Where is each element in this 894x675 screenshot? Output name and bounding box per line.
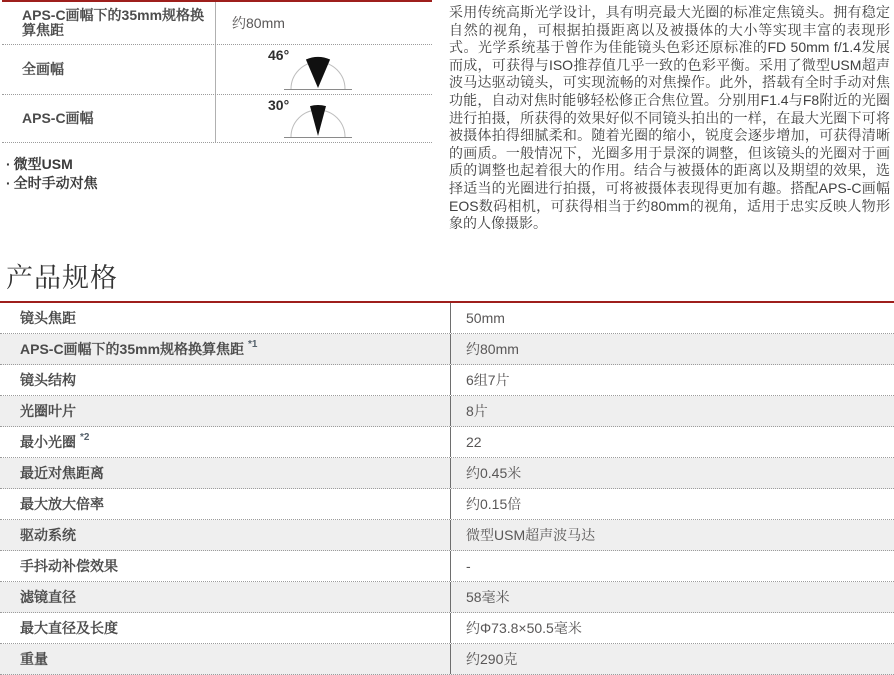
feature-item (6, 155, 432, 174)
row-label: APS-C画幅 (2, 95, 216, 142)
spec-label-text: 镜头焦距 (20, 309, 76, 326)
spec-row-label (0, 613, 451, 643)
spec-row-label (0, 520, 451, 550)
footnote-reference: *1 (248, 339, 258, 351)
spec-table-row (0, 303, 894, 334)
spec-row-value: 约290克 (466, 650, 518, 667)
spec-row-label (0, 303, 451, 333)
table-row (2, 2, 432, 45)
spec-row-value: 8片 (466, 402, 488, 419)
row-label: APS-C画幅下的35mm规格换算焦距 (2, 2, 216, 44)
spec-label-text: 最大直径及长度 (20, 619, 118, 636)
row-value (216, 45, 432, 94)
spec-table-row (0, 365, 894, 396)
spec-row-value: 22 (466, 433, 482, 450)
aps-c-angle-diagram (268, 96, 368, 144)
spec-table-row (0, 489, 894, 520)
spec-row-label (0, 551, 451, 581)
spec-label-text: 手抖动补偿效果 (20, 557, 118, 574)
spec-label-text: 最小光圈 (20, 433, 76, 450)
spec-row-value: 58毫米 (466, 588, 510, 605)
bullet-icon: · (6, 175, 11, 191)
spec-table-row (0, 334, 894, 365)
table-row (2, 45, 432, 95)
spec-row-label (0, 427, 451, 457)
feature-label: 全时手动对焦 (13, 175, 98, 191)
spec-row-value: 约0.45米 (466, 464, 522, 481)
product-description: 采用传统高斯光学设计，具有明亮最大光圈的标准定焦镜头。拥有稳定自然的视角，可根据拍摄距离以及被摄体的大小等实现丰富的表现形式。光学系统基于曾作为佳能镜头色彩还原标准的FD 50mm f/1.4发展而成，可获得与ISO推荐值几乎一致的色彩平衡。采用了微型USM超声波马达驱动镜头，可实现流畅的对焦操作。此外，搭载有全时手动对焦功能，自动对焦时能够轻松修正合焦位置。分别用F1.4与F8附近的光圈进行拍摄，所获得的效果好似不同镜头拍出的一样，在最大光圈下可将被摄体拍得细腻柔和。随着光圈的缩小，锐度会逐步增加，可获得清晰的画质。一般情况下，光圈多用于景深的调整，但该镜头的光圈对于画质的调整也起着很大的作用。结合与被摄体的距离以及期望的效果，选择适当的光圈进行拍摄，可将被摄体表现得更加有趣。搭配APS-C画幅EOS数码相机，可获得相当于约80mm的视角，适用于忠实反映人物形象的人像摄影。 (449, 4, 890, 232)
spec-table-row (0, 520, 894, 551)
spec-table-row (0, 644, 894, 675)
spec-label-text: 光圈叶片 (20, 402, 76, 419)
spec-row-value: 约0.15倍 (466, 495, 522, 512)
spec-label-text: 最大放大倍率 (20, 495, 104, 512)
spec-row-value: 约Φ73.8×50.5毫米 (466, 619, 582, 636)
spec-row-label (0, 396, 451, 426)
full-frame-angle-diagram (268, 46, 368, 96)
spec-row-label (0, 365, 451, 395)
spec-row-value: 50mm (466, 309, 505, 326)
angle-value-label: 30° (268, 97, 290, 113)
spec-row-label (0, 489, 451, 519)
spec-label-text: 驱动系统 (20, 526, 76, 543)
page-title: 产品规格 (6, 262, 118, 293)
spec-row-value: 微型USM超声波马达 (466, 526, 596, 543)
spec-row-label (0, 582, 451, 612)
intro-section (0, 0, 894, 233)
spec-table-row (0, 458, 894, 489)
spec-table-row (0, 396, 894, 427)
spec-label-text: 滤镜直径 (20, 588, 76, 605)
row-value: 约80mm (232, 15, 285, 31)
spec-row-value: 约80mm (466, 340, 519, 357)
feature-list (2, 155, 432, 193)
angle-fan-icon (268, 92, 368, 142)
feature-label: 微型USM (13, 156, 73, 172)
angle-fan-icon (268, 44, 368, 94)
angle-value-label: 46° (268, 47, 290, 63)
spec-row-value: 6组7片 (466, 371, 510, 388)
footnote-reference: *2 (80, 432, 90, 444)
spec-table-row (0, 551, 894, 582)
spec-row-value: - (466, 557, 471, 574)
row-label: 全画幅 (2, 45, 216, 94)
spec-label-text: APS-C画幅下的35mm规格换算焦距 (20, 340, 245, 357)
spec-row-label (0, 458, 451, 488)
spec-label-text: 重量 (20, 650, 48, 667)
spec-label-text: 最近对焦距离 (20, 464, 104, 481)
spec-label-text: 镜头结构 (20, 371, 76, 388)
spec-row-label (0, 644, 451, 674)
spec-table-row (0, 613, 894, 644)
table-row (2, 95, 432, 143)
angle-of-view-table (2, 0, 432, 143)
spec-row-label (0, 334, 451, 364)
spec-table (0, 301, 894, 675)
spec-table-row (0, 582, 894, 613)
intro-left-column (2, 0, 432, 193)
row-value (216, 95, 432, 142)
spec-table-row (0, 427, 894, 458)
bullet-icon: · (6, 156, 11, 172)
feature-item (6, 174, 432, 193)
